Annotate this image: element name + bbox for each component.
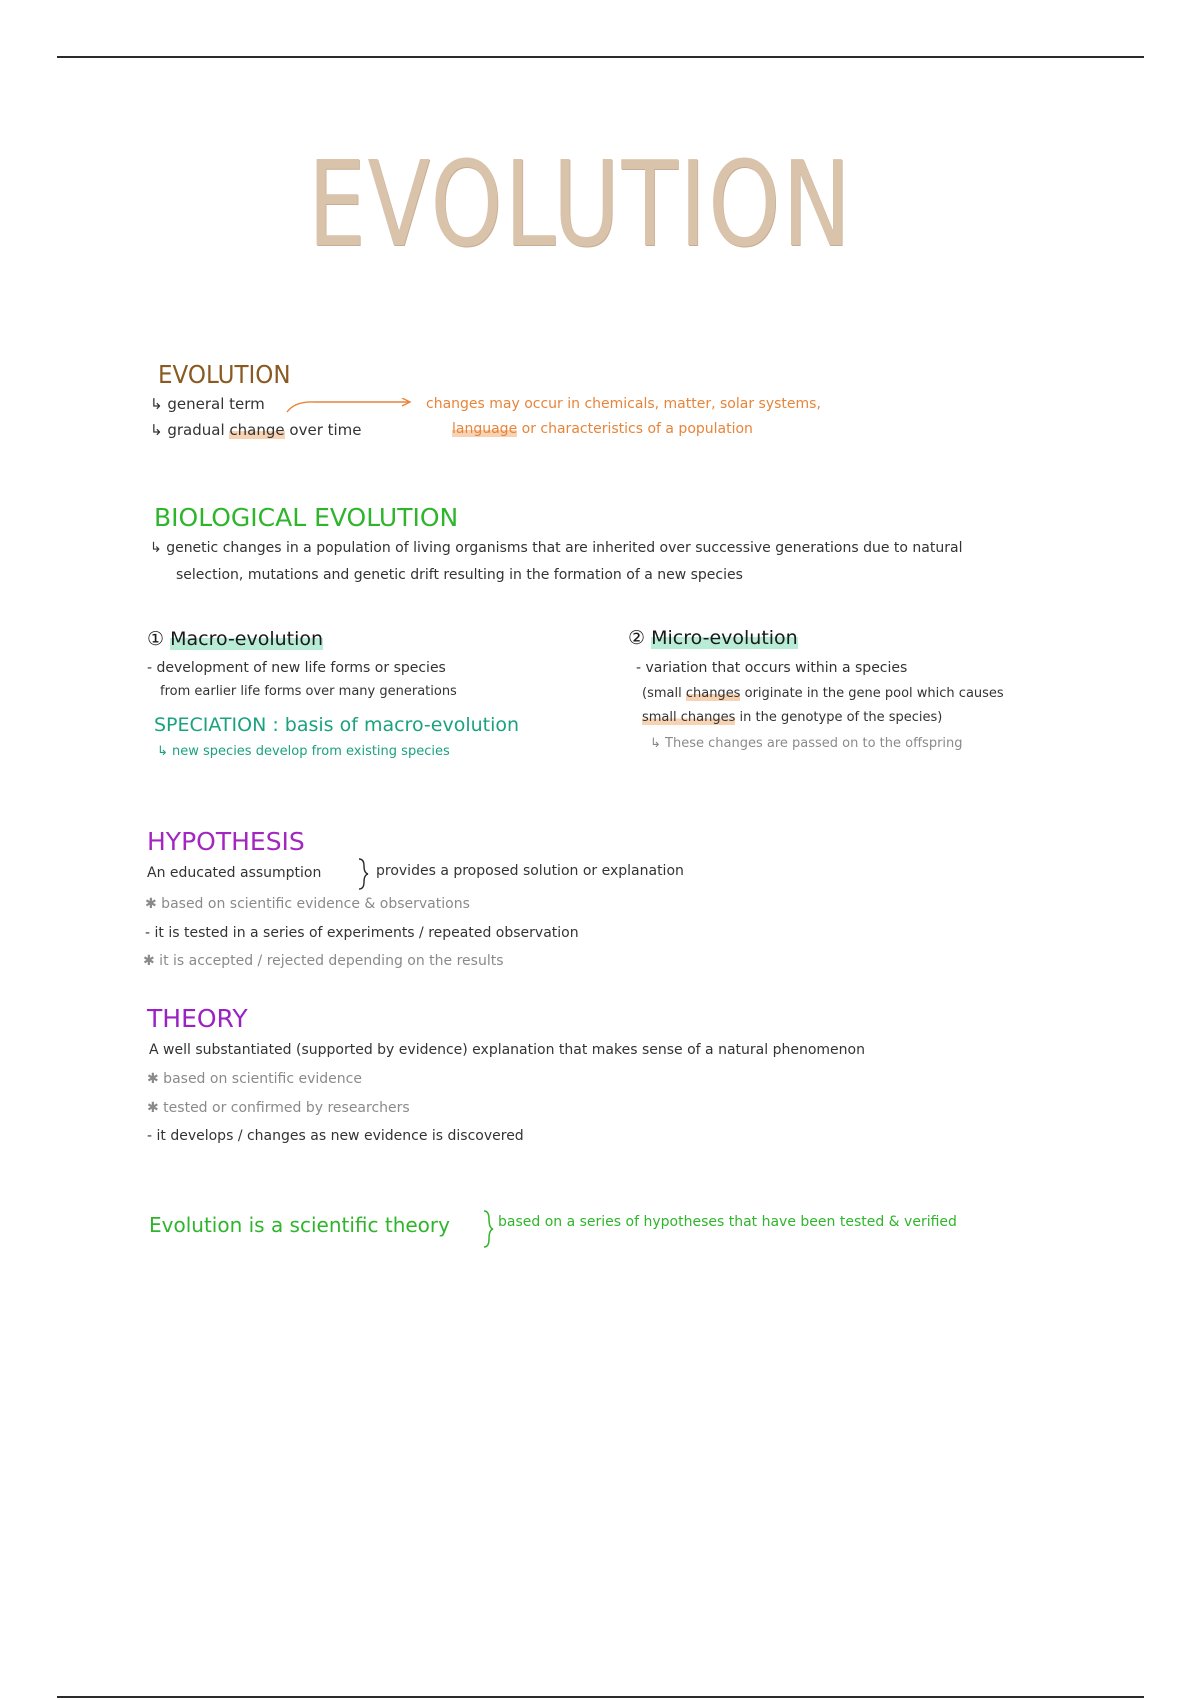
evolution-change-highlight: change [229, 421, 285, 439]
number-two-icon: ② [628, 627, 646, 649]
page-title: EVOLUTION [307, 135, 853, 273]
evolution-over-time: over time [289, 421, 362, 439]
curly-brace-icon [482, 1210, 494, 1248]
theory-line-3: ✱ tested or confirmed by researchers [147, 1100, 410, 1116]
micro-changes-highlight: changes [685, 686, 741, 701]
micro-small-changes-highlight: small changes [642, 710, 736, 725]
evolution-note-2 [452, 421, 753, 437]
hypothesis-line-2: ✱ based on scientific evidence & observations [145, 896, 470, 912]
number-one-icon: ① [147, 628, 165, 650]
arrow-icon: ↳ [150, 395, 163, 413]
evolution-line-gradual [150, 421, 362, 439]
speciation-sub: ↳ new species develop from existing species [157, 744, 450, 759]
biological-evolution-heading: BIOLOGICAL EVOLUTION [154, 503, 459, 532]
curly-brace-icon [357, 858, 369, 890]
micro-line-3 [642, 710, 942, 725]
micro-genotype: in the genotype of the species) [739, 710, 943, 725]
biological-line-2: selection, mutations and genetic drift resulting in the formation of a new species [176, 567, 743, 583]
hypothesis-line-3: - it is tested in a series of experiments / repeated observation [145, 925, 579, 941]
speciation-heading: SPECIATION : basis of macro-evolution [154, 714, 520, 736]
hypothesis-line-4: ✱ it is accepted / rejected depending on the results [143, 953, 504, 969]
hypothesis-explanation: provides a proposed solution or explanation [376, 863, 684, 879]
biological-text-1: genetic changes in a population of living organisms that are inherited over successive generations due to natural [166, 540, 963, 556]
theory-line-1: A well substantiated (supported by evidence) explanation that makes sense of a natural phenomenon [149, 1042, 865, 1058]
micro-evolution-title: Micro-evolution [651, 627, 798, 649]
evolution-gradual: gradual [167, 421, 225, 439]
arrow-icon: ↳ [150, 540, 162, 556]
conclusion-detail: based on a series of hypotheses that have been tested & verified [498, 1214, 957, 1230]
evolution-general-term: general term [167, 395, 265, 413]
micro-line-4: ↳ These changes are passed on to the offspring [650, 736, 963, 751]
evolution-note-language: language [452, 421, 518, 437]
bottom-rule [57, 1696, 1144, 1698]
micro-line-1: - variation that occurs within a species [636, 660, 908, 676]
theory-line-2: ✱ based on scientific evidence [147, 1071, 362, 1087]
theory-line-4: - it develops / changes as new evidence is discovered [147, 1128, 524, 1144]
hypothesis-heading: HYPOTHESIS [147, 827, 305, 856]
evolution-note-rest: or characteristics of a population [521, 421, 753, 437]
evolution-heading: EVOLUTION [158, 360, 291, 389]
macro-evolution-heading [147, 628, 323, 650]
macro-line-1: - development of new life forms or species [147, 660, 446, 676]
evolution-line-general [150, 395, 265, 413]
micro-small: (small [642, 686, 682, 701]
theory-heading: THEORY [147, 1004, 248, 1033]
macro-evolution-title: Macro-evolution [170, 628, 324, 650]
micro-originate: originate in the gene pool which causes [744, 686, 1004, 701]
conclusion-main: Evolution is a scientific theory [149, 1213, 450, 1237]
hypothesis-assumption: An educated assumption [147, 865, 322, 881]
top-rule [57, 56, 1144, 58]
micro-evolution-heading [628, 627, 798, 649]
micro-line-2 [642, 686, 1004, 701]
macro-line-2: from earlier life forms over many generations [160, 684, 457, 699]
right-arrow-icon [285, 398, 413, 416]
biological-line-1 [150, 540, 962, 556]
evolution-note-1: changes may occur in chemicals, matter, solar systems, [426, 396, 821, 412]
arrow-icon: ↳ [150, 421, 163, 439]
